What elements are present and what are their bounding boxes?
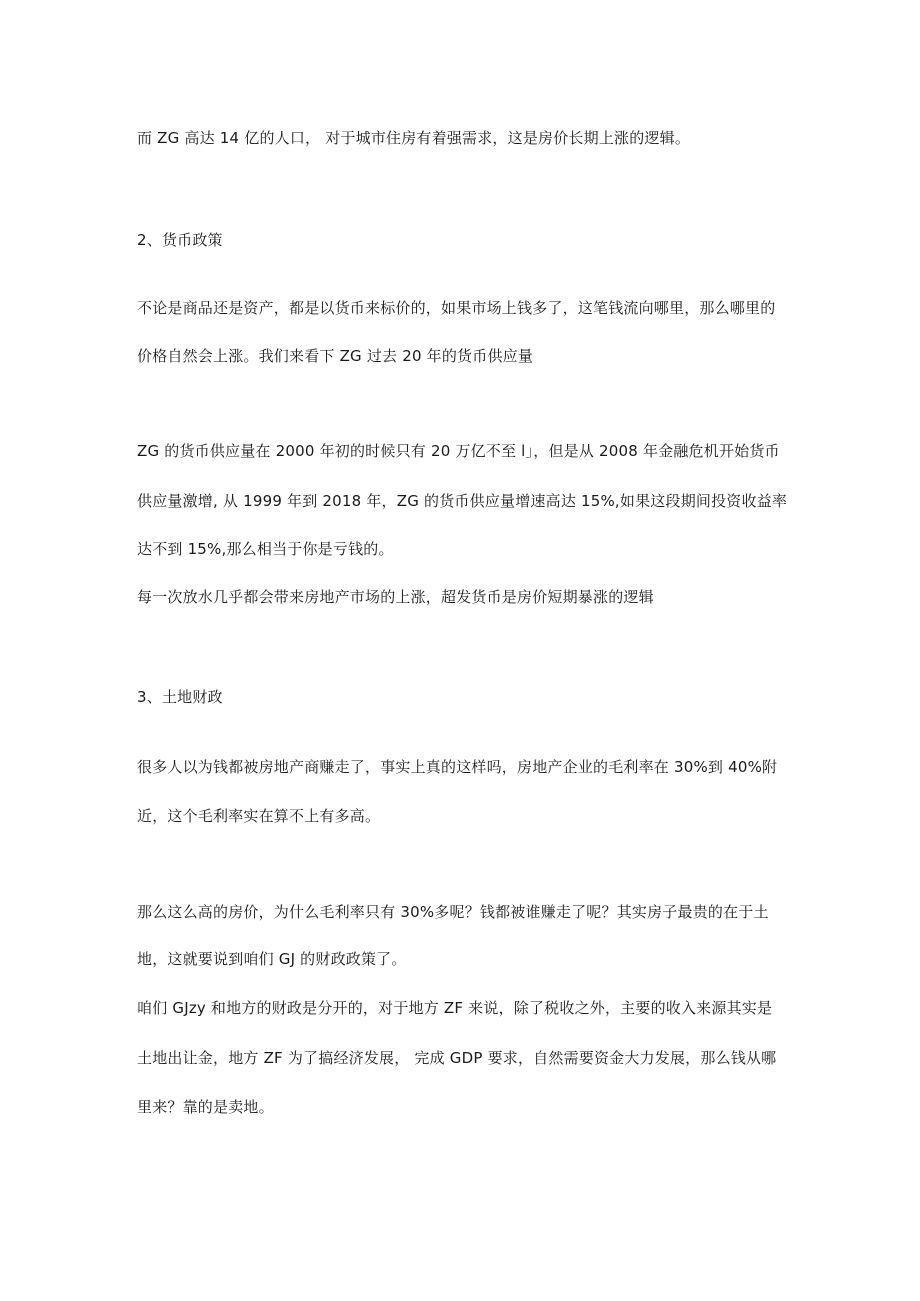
section-3-heading: 3、土地财政 — [137, 688, 223, 706]
section-2-paragraph-2-line-2: 供应量激增, 从 1999 年到 2018 年，ZG 的货币供应量增速高达 15%,如果这段期间投资收益率 — [137, 492, 788, 510]
section-2-paragraph-3-line-1: 每一次放水几乎都会带来房地产市场的上涨，超发货币是房价短期暴涨的逻辑 — [137, 588, 654, 606]
section-2-paragraph-2-line-3: 达不到 15%,那么相当于你是亏钱的。 — [137, 540, 394, 558]
section-3-paragraph-3-line-2: 土地出让金，地方 ZF 为了搞经济发展， 完成 GDP 要求，自然需要资金大力发展，那么钱从哪 — [137, 1049, 777, 1067]
section-3-paragraph-2-line-2: 地，这就要说到咱们 GJ 的财政政策了。 — [137, 950, 407, 968]
intro-line-1: 而 ZG 高达 14 亿的人口， 对于城市住房有着强需求，这是房价长期上涨的逻辑。 — [137, 129, 691, 147]
section-3-paragraph-3-line-3: 里来？靠的是卖地。 — [137, 1098, 274, 1116]
section-2-heading: 2、货币政策 — [137, 231, 223, 249]
section-2-paragraph-1-line-2: 价格自然会上涨。我们来看下 ZG 过去 20 年的货币供应量 — [137, 347, 534, 365]
section-3-paragraph-3-line-1: 咱们 GJzy 和地方的财政是分开的，对于地方 ZF 来说，除了税收之外，主要的收入来源其实是 — [137, 999, 773, 1017]
section-3-paragraph-2-line-1: 那么这么高的房价，为什么毛利率只有 30%多呢？钱都被谁赚走了呢？其实房子最贵的在于土 — [137, 903, 769, 921]
section-3-paragraph-1-line-2: 近，这个毛利率实在算不上有多高。 — [137, 807, 381, 825]
section-2-paragraph-1-line-1: 不论是商品还是资产，都是以货币来标价的，如果市场上钱多了，这笔钱流向哪里，那么哪里的 — [137, 299, 776, 317]
section-2-paragraph-2-line-1: ZG 的货币供应量在 2000 年初的时候只有 20 万亿不至 l」，但是从 2008 年金融危机开始货币 — [137, 442, 780, 460]
section-3-paragraph-1-line-1: 很多人以为钱都被房地产商赚走了，事实上真的这样吗，房地产企业的毛利率在 30%到 40%附 — [137, 758, 778, 776]
